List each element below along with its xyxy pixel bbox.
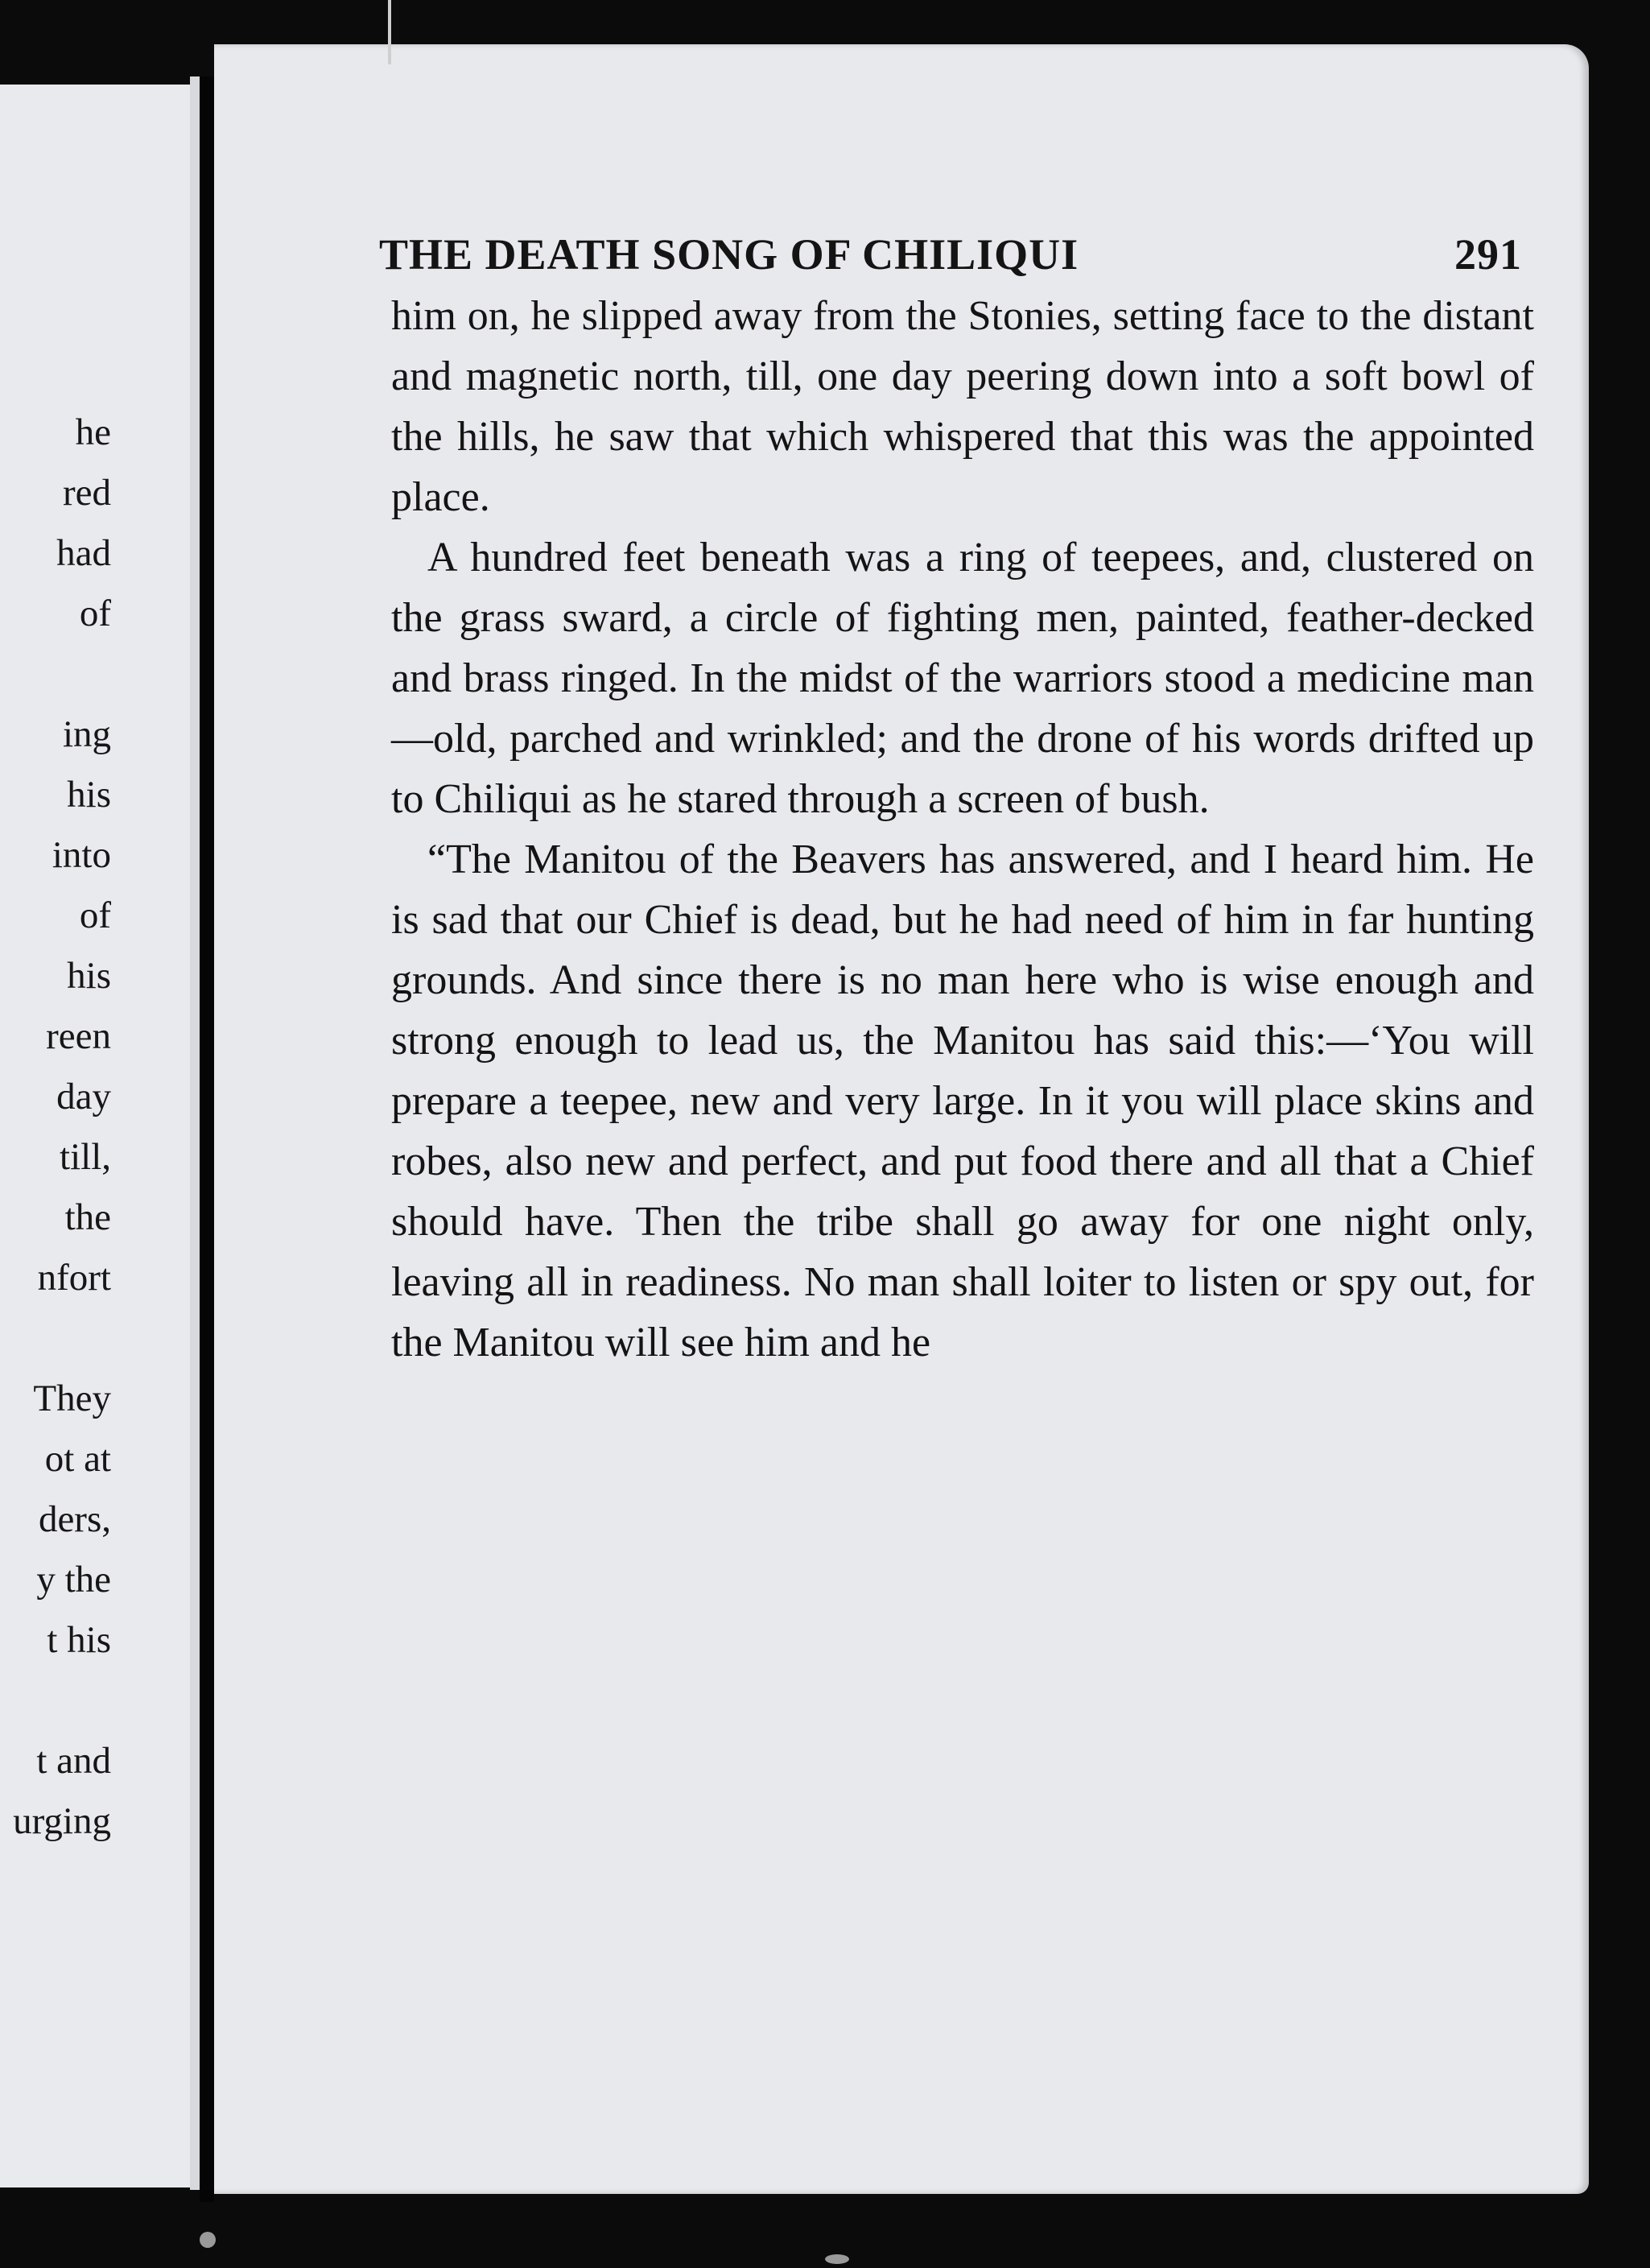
running-head — [379, 229, 1522, 279]
scan-thread — [388, 0, 391, 64]
left-fragment-line: into — [52, 834, 111, 876]
paragraph-manitou-speech: “The Manitou of the Beavers has answered, and I heard him. He is sad that our Chief is dead, but he had need of him in far hunting grounds. And since there is no man here who is wise enough and strong enough to lead us, the Manitou has said this:—‘You will prepare a teepee, new and very large. In it you will place skins and robes, also new and perfect, and put food there and all that a Chief should have. Then the tribe shall go away for one night only, leaving all in readiness. No man shall loiter to listen or spy out, for the Manitou will see him and he — [391, 837, 1534, 1365]
page-content — [311, 229, 1534, 1373]
paragraph-teepees: A hundred feet beneath was a ring of teepees, and, clustered on the grass sward, a circle of fighting men, painted, feather-decked and brass ringed. In the midst of the warriors stood a medicine man—old, parched and wrinkled; and the drone of his words drifted up to Chiliqui as he stared through a screen of bush. — [391, 535, 1534, 822]
left-fragment-line: ing — [62, 713, 111, 755]
left-fragment-line: y the — [36, 1559, 111, 1601]
running-head-title: THE DEATH SONG OF CHILIQUI — [379, 230, 1079, 279]
left-page-edge — [0, 85, 200, 2187]
left-fragment-line: his — [67, 774, 111, 816]
left-fragment-line: They — [33, 1378, 111, 1419]
left-fragment-line: reen — [46, 1015, 111, 1057]
left-fragment-line: of — [79, 894, 111, 936]
left-fragment-line: ot at — [44, 1438, 111, 1480]
left-fragment-line: ders, — [38, 1498, 111, 1540]
left-fragment-line: t his — [47, 1619, 111, 1661]
body-text — [391, 286, 1534, 1373]
left-fragment-line: day — [56, 1076, 111, 1117]
left-fragment-line: till, — [60, 1136, 111, 1178]
left-fragment-line: he — [75, 411, 111, 453]
gutter-edge — [190, 76, 200, 2190]
left-fragment-line: urging — [13, 1800, 111, 1842]
left-fragment-line: t and — [36, 1740, 111, 1782]
book-spine — [200, 76, 214, 2202]
paragraph-continuation: him on, he slipped away from the Stonies, setting face to the distant and magnetic north, till, one day peering down into a soft bowl of the hills, he saw that which whispered that this was the appointed place. — [391, 293, 1534, 520]
left-page-text-fragments — [0, 85, 200, 2187]
left-fragment-line: the — [64, 1196, 111, 1238]
left-fragment-line: had — [56, 532, 111, 574]
left-fragment-line: of — [79, 593, 111, 634]
scan-speck — [825, 2254, 849, 2264]
left-fragment-line: red — [62, 472, 111, 514]
left-fragment-line: his — [67, 955, 111, 997]
page-number: 291 — [1454, 230, 1522, 279]
scan-speck — [200, 2232, 216, 2248]
left-fragment-line: nfort — [37, 1257, 111, 1299]
right-page — [214, 44, 1589, 2194]
